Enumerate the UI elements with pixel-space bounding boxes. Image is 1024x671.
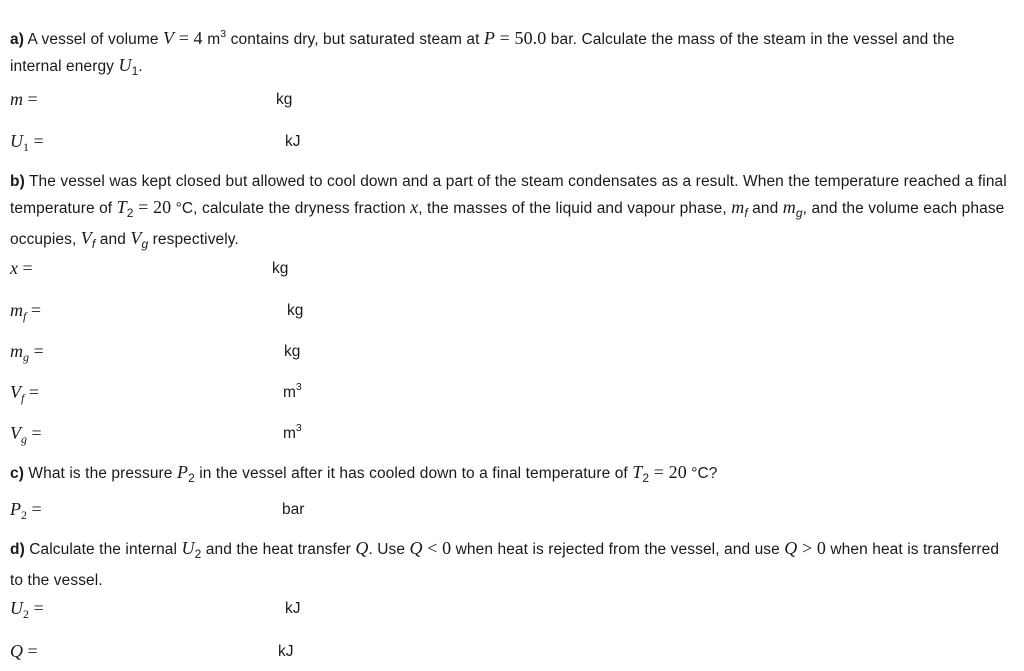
answer-row bbox=[10, 499, 610, 525]
answer-variable-label: $V_g$ = bbox=[10, 423, 42, 446]
answer-unit: kg bbox=[276, 91, 293, 108]
answer-row bbox=[10, 89, 610, 115]
answer-row bbox=[10, 641, 610, 667]
part-letter: a) bbox=[10, 31, 24, 48]
answer-row bbox=[10, 341, 610, 367]
answer-input[interactable] bbox=[72, 300, 276, 326]
answer-unit: $m^3$ bbox=[283, 381, 302, 401]
part-letter: c) bbox=[10, 465, 24, 482]
answer-variable-label: $m_g$ = bbox=[10, 341, 44, 364]
answer-unit: kg bbox=[284, 343, 301, 360]
answer-input[interactable] bbox=[72, 258, 276, 284]
answer-input[interactable] bbox=[72, 341, 276, 367]
answer-variable-label: $U_1$ = bbox=[10, 131, 44, 154]
answer-input[interactable] bbox=[72, 89, 276, 115]
answer-variable-label: Q = bbox=[10, 641, 38, 661]
answer-unit: kJ bbox=[285, 133, 301, 150]
answer-input[interactable] bbox=[72, 598, 276, 624]
answer-input[interactable] bbox=[72, 131, 276, 157]
answer-row bbox=[10, 131, 610, 157]
answer-input[interactable] bbox=[72, 423, 276, 449]
answer-row bbox=[10, 258, 610, 284]
question-part-b: b) The vessel was kept closed but allowed to cool down and a part of the steam condensates as a result. When the temperature reached a final temperature of $T_2 = 20$ °C, calculate the dryness fraction x, the masses of the liquid and vapour phase, $m_f$ and $m_g$, and the volume each phase occupies, $V_f$ and $V_g$ respectively. bbox=[10, 173, 1007, 251]
answer-variable-label: $m_f$ = bbox=[10, 300, 41, 323]
answer-unit: kg bbox=[287, 302, 304, 319]
answer-input[interactable] bbox=[72, 382, 276, 408]
answer-row bbox=[10, 300, 610, 326]
answer-variable-label: x = bbox=[10, 258, 33, 278]
answer-unit: $m^3$ bbox=[283, 422, 302, 442]
answer-variable-label: $P_2$ = bbox=[10, 499, 42, 522]
answer-unit: kg bbox=[272, 260, 289, 277]
question-part-c: c) What is the pressure $P_2$ in the vessel after it has cooled down to a final temperature of $T_2 = 20$ °C? bbox=[10, 462, 718, 485]
answer-variable-label: $U_2$ = bbox=[10, 598, 44, 621]
answer-unit: kJ bbox=[285, 600, 301, 617]
question-part-a: a) A vessel of volume V = 4 $m^3$ contains dry, but saturated steam at P = 50.0 bar. Calculate the mass of the steam in the vessel and the internal energy $U_1$. bbox=[10, 28, 955, 78]
part-letter: d) bbox=[10, 541, 25, 558]
part-letter: b) bbox=[10, 173, 25, 190]
answer-row bbox=[10, 598, 610, 624]
answer-variable-label: m = bbox=[10, 89, 38, 109]
answer-unit: kJ bbox=[278, 643, 294, 660]
answer-variable-label: $V_f$ = bbox=[10, 382, 39, 405]
answer-row bbox=[10, 423, 610, 449]
question-part-d: d) Calculate the internal $U_2$ and the heat transfer Q. Use Q < 0 when heat is rejected from the vessel, and use Q > 0 when heat is transferred to the vessel. bbox=[10, 538, 1000, 589]
answer-input[interactable] bbox=[72, 499, 276, 525]
answer-row bbox=[10, 382, 610, 408]
answer-input[interactable] bbox=[72, 641, 276, 667]
answer-unit: bar bbox=[282, 501, 305, 518]
